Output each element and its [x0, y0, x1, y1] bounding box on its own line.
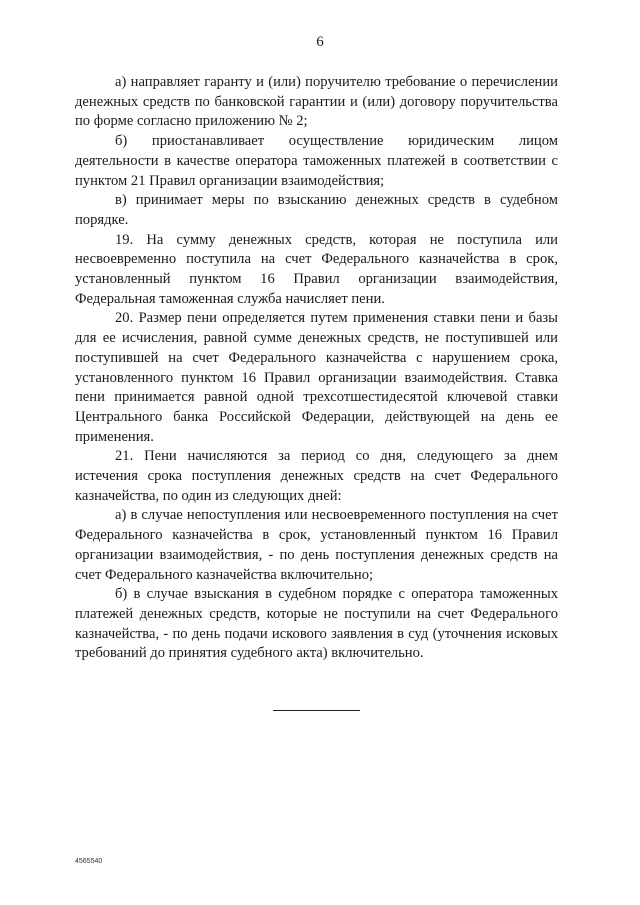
page-number: 6	[316, 34, 324, 50]
paragraph-21-b: б) в случае взыскания в судебном порядке с оператора таможенных платежей денежных средств, которые не поступили на счет Федерального казначейства, - по день подачи искового заявления в суд (уточнения исковых требований до принятия судебного акта) включительно.	[75, 586, 558, 662]
paragraph-a: а) направляет гаранту и (или) поручителю требование о перечислении денежных средств по банковской гарантии и (или) договору поручительства по форме согласно приложению № 2;	[75, 74, 558, 130]
document-body	[75, 73, 558, 664]
paragraph-21: 21. Пени начисляются за период со дня, следующего за днем истечения срока поступления денежных средств на счет Федерального казначейства, по один из следующих дней:	[75, 448, 558, 504]
document-code: 4565540	[75, 858, 103, 865]
end-divider-line	[273, 710, 360, 711]
paragraph-19: 19. На сумму денежных средств, которая не поступила или несвоевременно поступила на счет Федерального казначейства в срок, установленный пунктом 16 Правил организации взаимодействия, Федеральная таможенная служба начисляет пени.	[75, 231, 558, 307]
paragraph-c: в) принимает меры по взысканию денежных средств в судебном порядке.	[75, 192, 558, 228]
paragraph-21-a: а) в случае непоступления или несвоевременного поступления на счет Федерального казначейства в срок, установленный пунктом 16 Правил организации взаимодействия, - по день поступления денежных средств на счет Федерального казначейства включительно;	[75, 507, 558, 583]
paragraph-b: б) приостанавливает осуществление юридическим лицом деятельности в качестве оператора таможенных платежей в соответствии с пунктом 21 Правил организации взаимодействия;	[75, 133, 558, 189]
paragraph-20: 20. Размер пени определяется путем применения ставки пени и базы для ее исчисления, равной сумме денежных средств, не поступившей или поступившей на счет Федерального казначейства с нарушением срока, установленного пунктом 16 Правил организации взаимодействия. Ставка пени принимается равной одной трехсотшестидесятой ключевой ставки Центрального банка Российской Федерации, действующей на день ее применения.	[75, 310, 558, 445]
